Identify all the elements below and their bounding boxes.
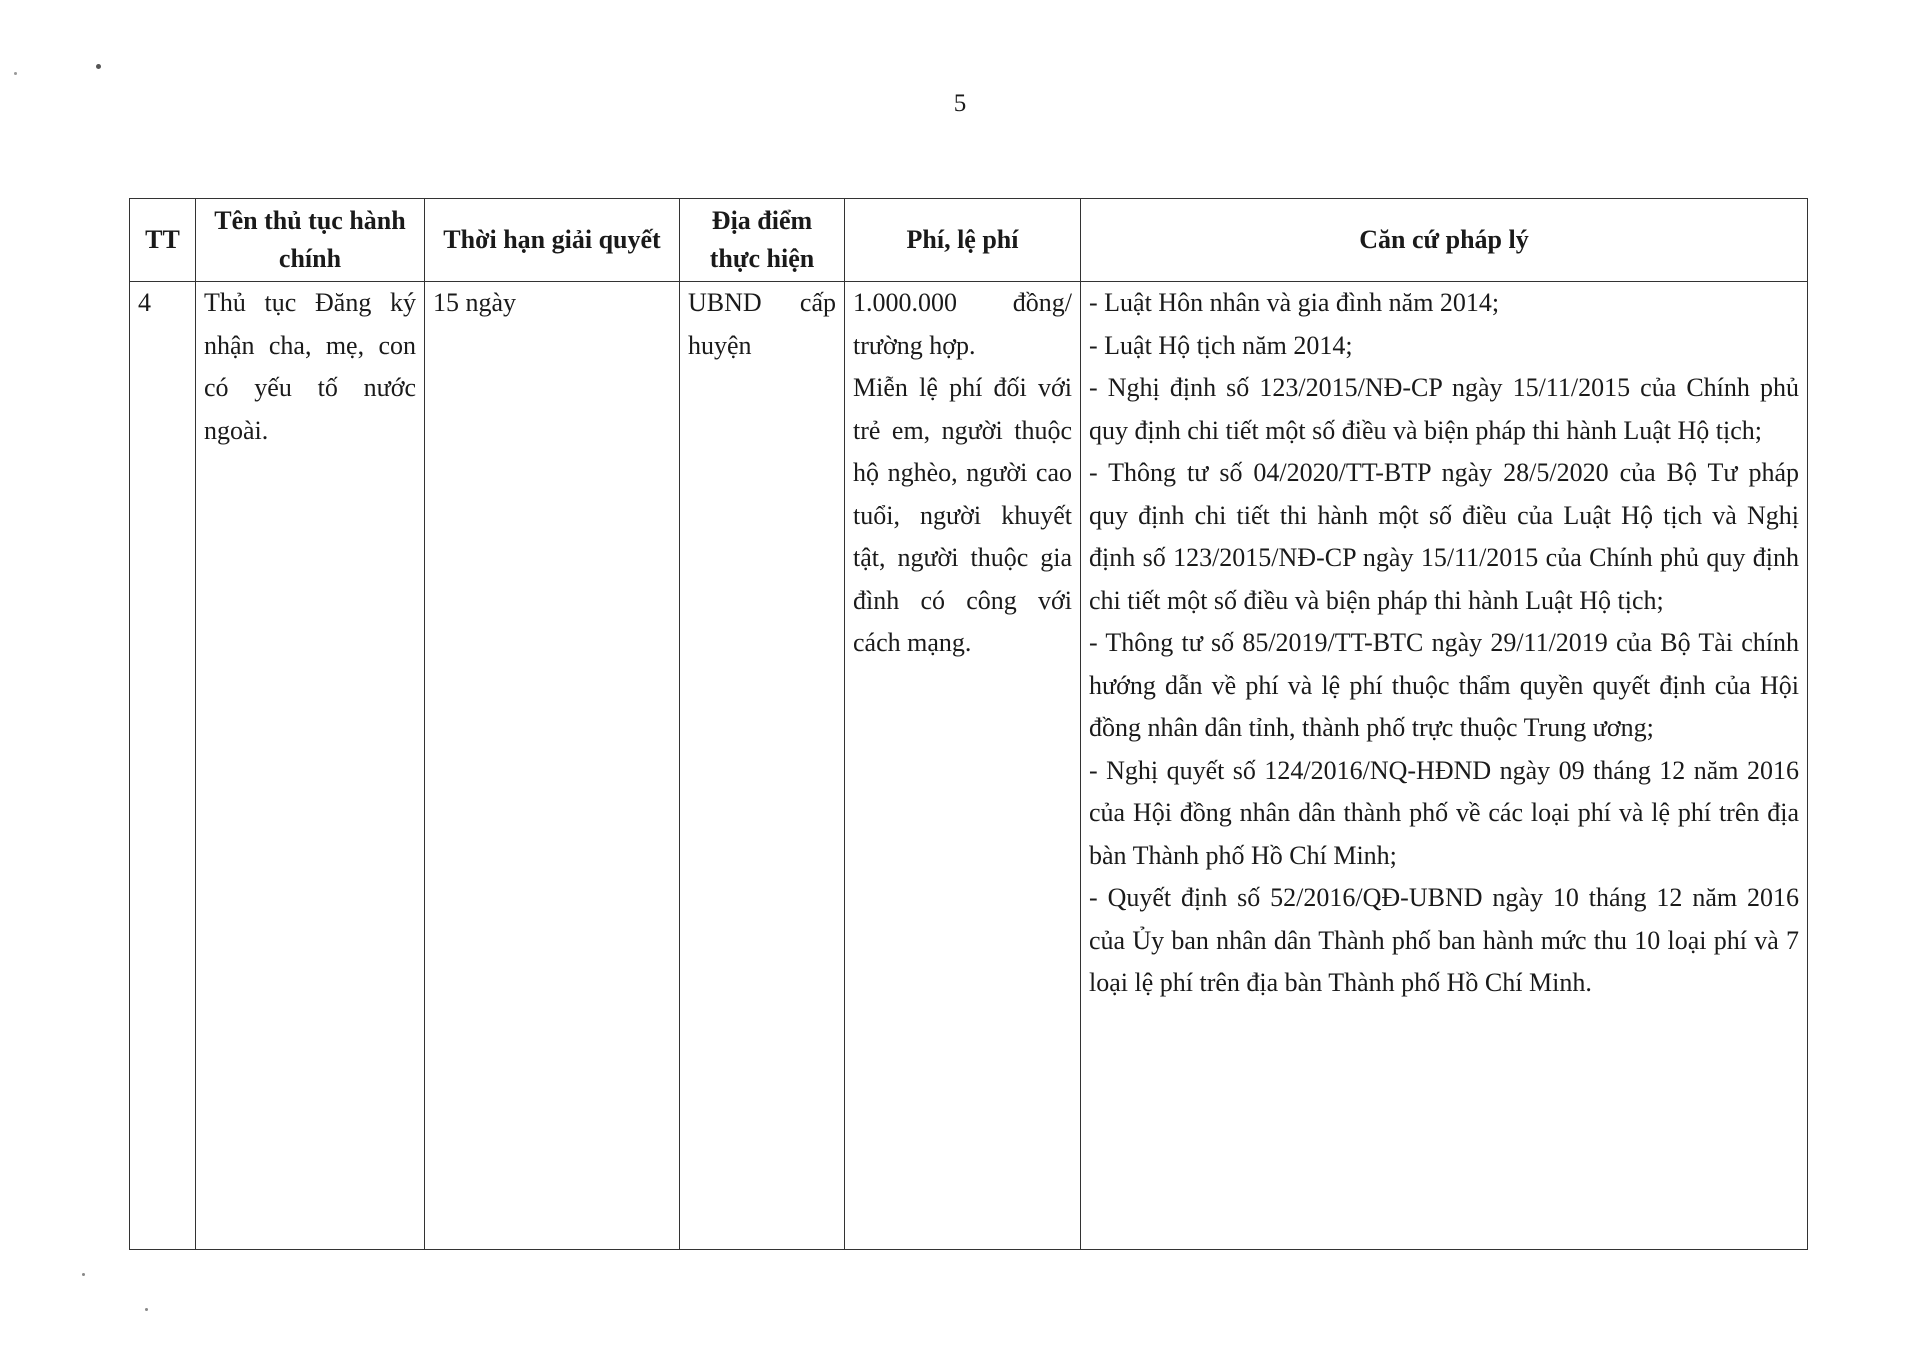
fee-amount: 1.000.000 đồng/ trường hợp.	[853, 288, 1072, 360]
header-legal-basis: Căn cứ pháp lý	[1081, 199, 1808, 282]
scan-speck	[96, 64, 101, 69]
scan-speck	[145, 1308, 148, 1311]
cell-procedure-name: Thủ tục Đăng ký nhận cha, mẹ, con có yếu tố nước ngoài.	[196, 282, 425, 1250]
table-row	[130, 282, 1808, 1250]
legal-item: - Nghị định số 123/2015/NĐ-CP ngày 15/11/2015 của Chính phủ quy định chi tiết một số điều và biện pháp thi hành Luật Hộ tịch;	[1089, 373, 1799, 445]
cell-deadline: 15 ngày	[425, 282, 680, 1250]
legal-item: - Luật Hộ tịch năm 2014;	[1089, 330, 1353, 360]
legal-item: - Thông tư số 85/2019/TT-BTC ngày 29/11/2019 của Bộ Tài chính hướng dẫn về phí và lệ phí thuộc thẩm quyền quyết định của Hội đồng nhân dân tỉnh, thành phố trực thuộc Trung ương;	[1089, 628, 1799, 742]
cell-fee	[845, 282, 1081, 1250]
legal-item: - Nghị quyết số 124/2016/NQ-HĐND ngày 09 tháng 12 năm 2016 của Hội đồng nhân dân thành phố về các loại phí và lệ phí trên địa bàn Thành phố Hồ Chí Minh;	[1089, 755, 1799, 870]
legal-item: - Thông tư số 04/2020/TT-BTP ngày 28/5/2020 của Bộ Tư pháp quy định chi tiết thi hành một số điều của Luật Hộ tịch và Nghị định số 123/2015/NĐ-CP ngày 15/11/2015 của Chính phủ quy định chi tiết một số điều và biện pháp thi hành Luật Hộ tịch;	[1089, 458, 1799, 615]
procedure-table	[129, 198, 1808, 1250]
header-fee: Phí, lệ phí	[845, 199, 1081, 282]
cell-tt: 4	[130, 282, 196, 1250]
header-tt: TT	[130, 199, 196, 282]
header-deadline: Thời hạn giải quyết	[425, 199, 680, 282]
header-procedure-name: Tên thủ tục hành chính	[196, 199, 425, 282]
legal-item: - Luật Hôn nhân và gia đình năm 2014;	[1089, 288, 1500, 317]
cell-legal-basis	[1081, 282, 1808, 1250]
fee-exemption: Miễn lệ phí đối với trẻ em, người thuộc hộ nghèo, người cao tuổi, người khuyết tật, người thuộc gia đình có công với cách mạng.	[853, 373, 1072, 657]
scan-speck	[14, 72, 17, 75]
cell-location: UBND cấp huyện	[680, 282, 845, 1250]
legal-item: - Quyết định số 52/2016/QĐ-UBND ngày 10 tháng 12 năm 2016 của Ủy ban nhân dân Thành phố ban hành mức thu 10 loại phí và 7 loại lệ phí trên địa bàn Thành phố Hồ Chí Minh.	[1089, 883, 1799, 997]
scan-speck	[82, 1273, 85, 1276]
page-number: 5	[953, 90, 967, 117]
table-header-row	[130, 199, 1808, 282]
header-location: Địa điểm thực hiện	[680, 199, 845, 282]
